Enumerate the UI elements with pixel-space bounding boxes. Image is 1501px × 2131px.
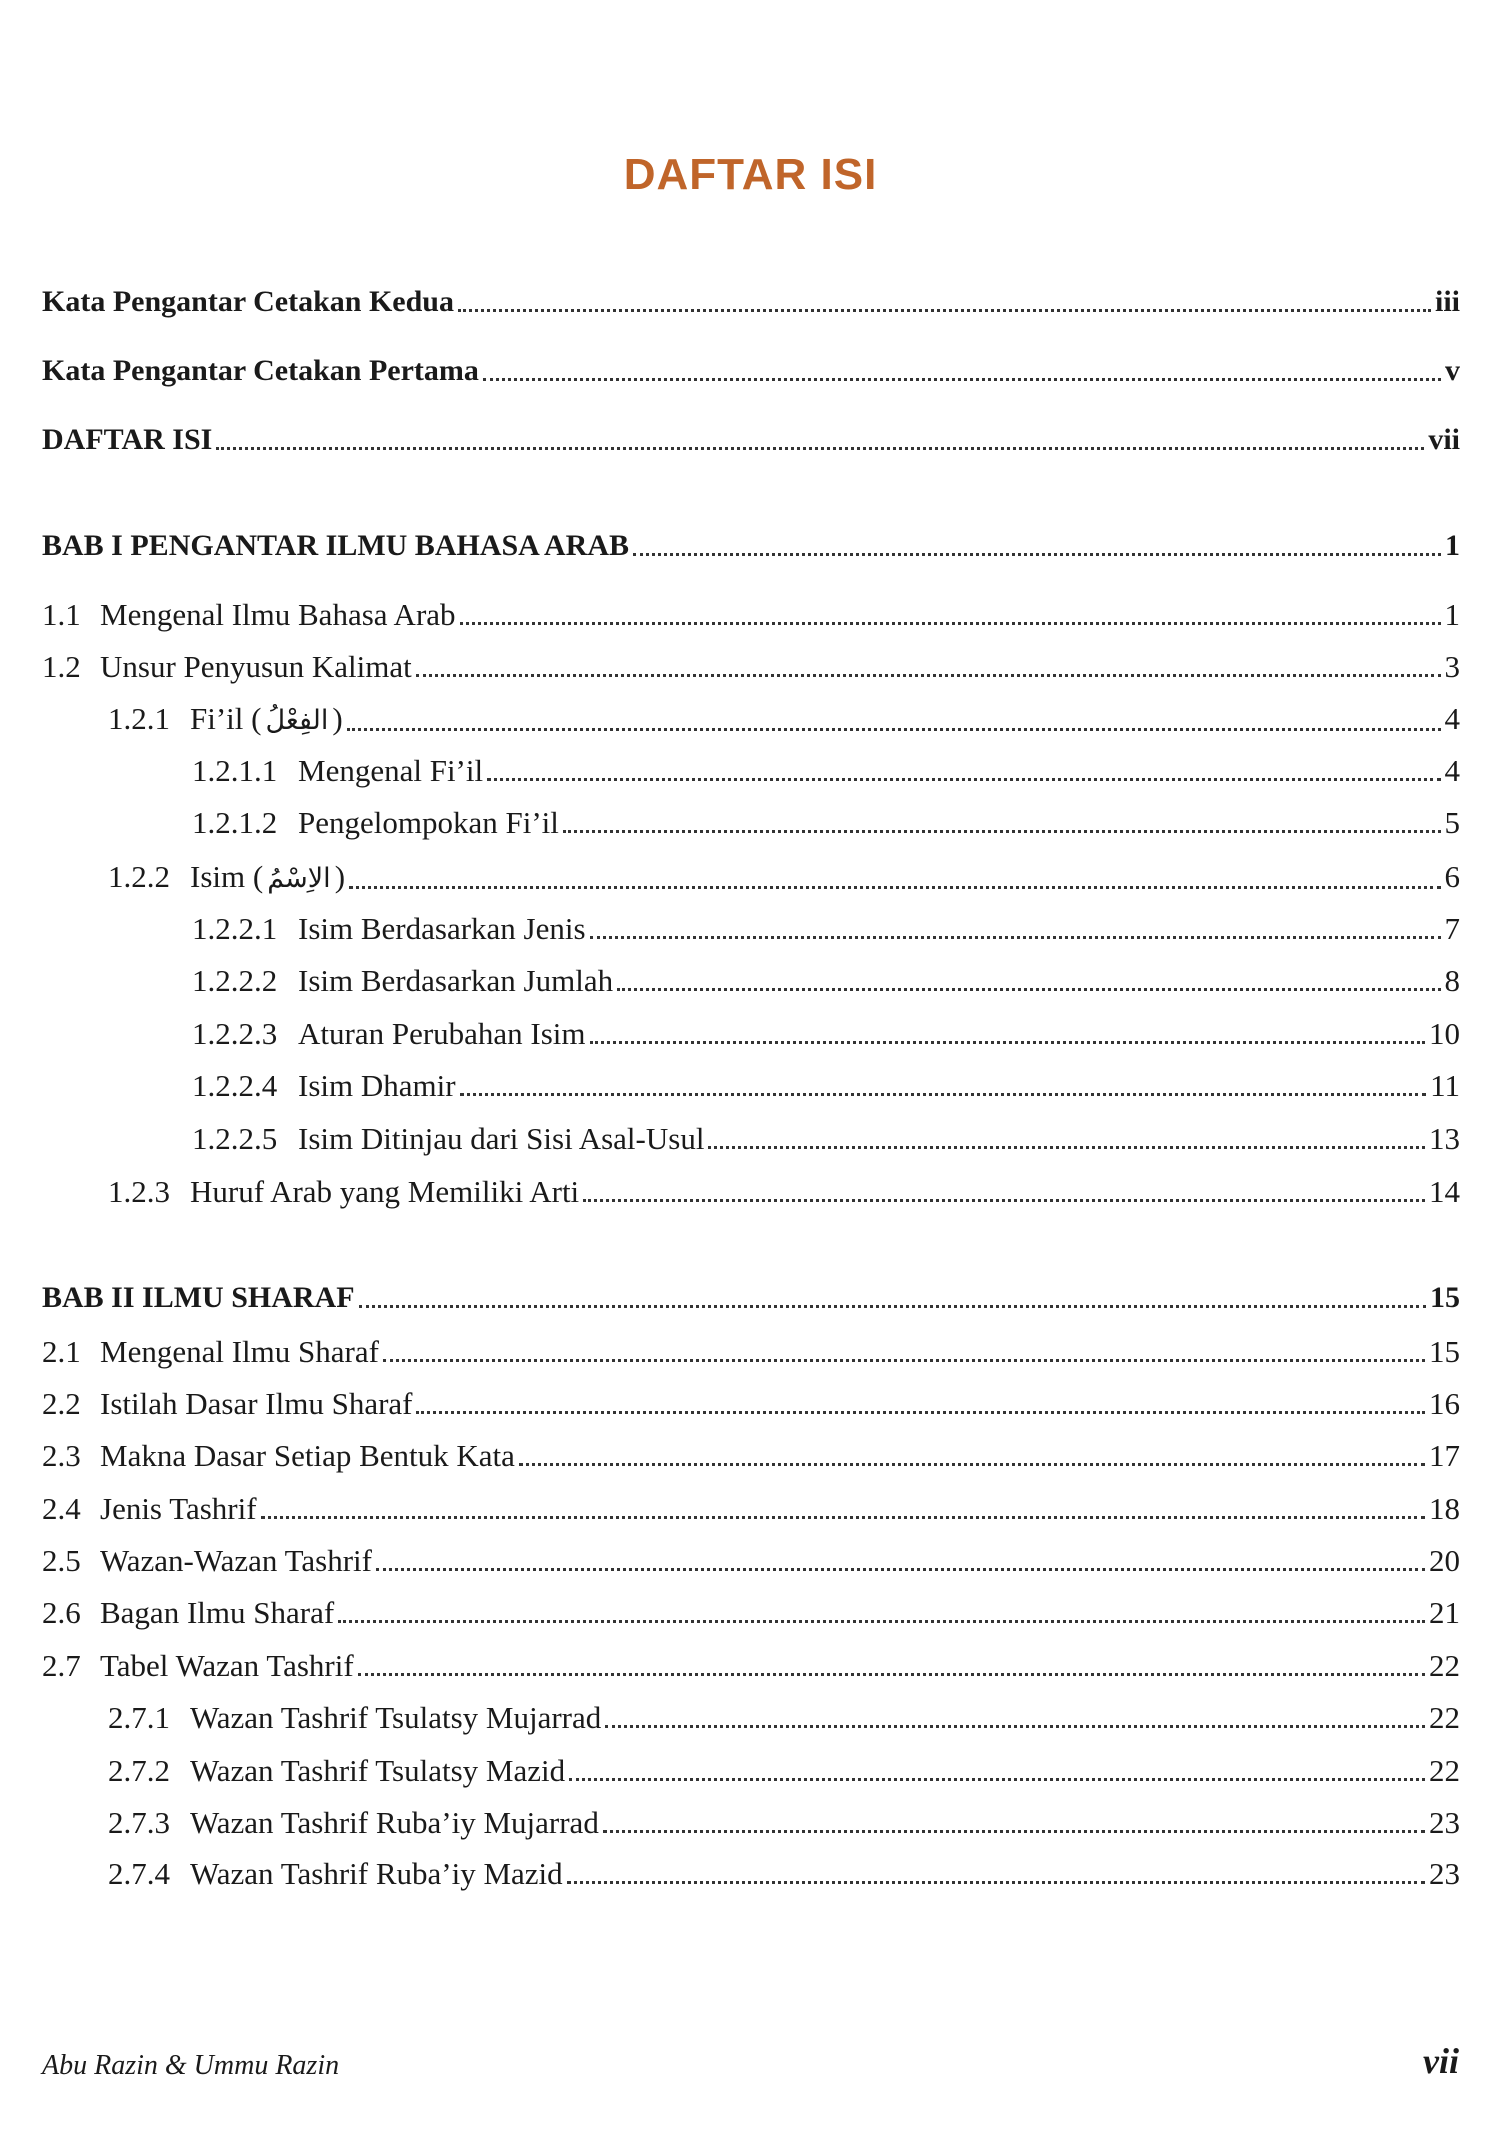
toc-entry-label: Wazan Tashrif Ruba’iy Mazid [190, 1856, 563, 1891]
toc-entry-number: 1.2.1 [108, 701, 170, 736]
dot-leader [563, 830, 1441, 833]
toc-entry-label: Mengenal Ilmu Sharaf [100, 1334, 379, 1369]
dot-leader [261, 1516, 1425, 1519]
dot-leader [458, 309, 1431, 312]
toc-entry-number: 1.2 [42, 649, 81, 684]
dot-leader [708, 1146, 1425, 1149]
toc-entry-label: Wazan-Wazan Tashrif [100, 1543, 372, 1578]
dot-leader [590, 936, 1441, 939]
toc-entry-number: 1.2.1.1 [192, 753, 278, 788]
toc-entry-number: 2.7.3 [108, 1805, 170, 1840]
toc-chapter-entry [42, 527, 1460, 565]
dot-leader [567, 1881, 1425, 1884]
toc-entry-number: 1.2.2.3 [192, 1016, 278, 1051]
toc-entry-label: Isim Berdasarkan Jenis [298, 911, 586, 946]
toc-entry-page-number: 23 [1429, 1856, 1460, 1891]
toc-entry-label: Unsur Penyusun Kalimat [100, 649, 412, 684]
dot-leader [347, 728, 1441, 731]
dot-leader [216, 447, 1424, 450]
toc-entry-number: 2.3 [42, 1438, 81, 1473]
toc-entry-page-number: 17 [1429, 1438, 1460, 1473]
toc-entry [108, 1173, 1460, 1211]
toc-entry [42, 1542, 1460, 1580]
dot-leader [633, 553, 1441, 556]
toc-entry [42, 352, 1460, 390]
toc-entry-label-suffix: ) [332, 701, 343, 736]
toc-entry-page-number: 16 [1429, 1386, 1460, 1421]
toc-entry-label: Pengelompokan Fi’il [298, 805, 559, 840]
toc-entry-label: Mengenal Fi’il [298, 753, 484, 788]
toc-entry-page-number: 1 [1444, 597, 1460, 632]
toc-entry-number: 1.2.2.1 [192, 911, 278, 946]
toc-entry-page-number: 15 [1429, 1334, 1460, 1369]
toc-entry [42, 1437, 1460, 1475]
dot-leader [349, 886, 1440, 889]
toc-entry [42, 1490, 1460, 1528]
toc-entry-page-number: v [1445, 354, 1460, 387]
toc-entry [42, 1385, 1460, 1423]
toc-entry-label: Jenis Tashrif [100, 1491, 257, 1526]
dot-leader [483, 378, 1441, 381]
dot-leader [358, 1673, 1425, 1676]
toc-entry-page-number: 1 [1445, 529, 1460, 562]
toc-entry [192, 1120, 1460, 1158]
dot-leader [359, 1305, 1426, 1308]
toc-entry-page-number: 23 [1429, 1805, 1460, 1840]
dot-leader [519, 1463, 1425, 1466]
toc-entry [42, 648, 1460, 686]
toc-entry-number: 2.7 [42, 1648, 81, 1683]
toc-entry-label: BAB II ILMU SHARAF [42, 1281, 355, 1314]
toc-entry-label: Aturan Perubahan Isim [298, 1016, 586, 1051]
toc-entry-number: 2.5 [42, 1543, 81, 1578]
toc-entry-label: Isim Dhamir [298, 1068, 456, 1103]
toc-entry [108, 700, 1460, 740]
toc-entry-label: Isim Berdasarkan Jumlah [298, 963, 614, 998]
toc-entry-label: Isim Ditinjau dari Sisi Asal-Usul [298, 1121, 705, 1156]
dot-leader [460, 1093, 1427, 1096]
toc-entry-label: Makna Dasar Setiap Bentuk Kata [100, 1438, 515, 1473]
toc-entry [42, 596, 1460, 634]
dot-leader [383, 1359, 1425, 1362]
toc-entry-number: 1.2.1.2 [192, 805, 278, 840]
toc-entry [192, 804, 1460, 842]
toc-entry-label: BAB I PENGANTAR ILMU BAHASA ARAB [42, 529, 630, 562]
dot-leader [590, 1041, 1425, 1044]
toc-entry-label: Fi’il ( [190, 701, 262, 736]
dot-leader [487, 778, 1440, 781]
toc-entry-label: DAFTAR ISI [42, 423, 213, 456]
table-of-contents [42, 0, 1460, 2131]
dot-leader [603, 1830, 1425, 1833]
dot-leader [605, 1725, 1425, 1728]
toc-entry [108, 1855, 1460, 1893]
toc-entry-label: Istilah Dasar Ilmu Sharaf [100, 1386, 413, 1421]
toc-entry-label: Tabel Wazan Tashrif [100, 1648, 354, 1683]
dot-leader [617, 988, 1440, 991]
toc-entry-page-number: 8 [1444, 963, 1460, 998]
toc-entry-page-number: 22 [1429, 1648, 1460, 1683]
toc-entry-page-number: 15 [1430, 1281, 1460, 1314]
toc-entry-page-number: 11 [1430, 1068, 1460, 1103]
toc-entry-page-number: 18 [1429, 1491, 1460, 1526]
toc-entry [192, 1067, 1460, 1105]
toc-entry-number: 2.7.2 [108, 1753, 170, 1788]
dot-leader [338, 1620, 1425, 1623]
toc-entry-page-number: 22 [1429, 1700, 1460, 1735]
toc-entry-label: Isim ( [190, 859, 264, 894]
toc-entry-arabic-term: الفِعْلُ [265, 705, 329, 736]
toc-entry-number: 2.4 [42, 1491, 81, 1526]
toc-entry-number: 1.2.2.5 [192, 1121, 278, 1156]
toc-entry-page-number: 4 [1444, 753, 1460, 788]
toc-entry-page-number: 4 [1444, 701, 1460, 736]
toc-entry-label: Huruf Arab yang Memiliki Arti [190, 1174, 580, 1209]
toc-entry-number: 2.7.4 [108, 1856, 170, 1891]
toc-entry-number: 1.1 [42, 597, 81, 632]
toc-entry-label: Wazan Tashrif Ruba’iy Mujarrad [190, 1805, 599, 1840]
toc-entry-number: 1.2.2.4 [192, 1068, 278, 1103]
toc-entry-page-number: 6 [1444, 859, 1460, 894]
dot-leader [569, 1778, 1425, 1781]
toc-entry-page-number: 13 [1429, 1121, 1460, 1156]
page-title: DAFTAR ISI [623, 150, 878, 199]
toc-entry [108, 1699, 1460, 1737]
dot-leader [376, 1568, 1425, 1571]
toc-entry-number: 1.2.3 [108, 1174, 170, 1209]
toc-entry [192, 752, 1460, 790]
footer-page-number: vii [1423, 2041, 1459, 2081]
toc-entry-arabic-term: الاِسْمُ [267, 863, 331, 894]
toc-entry-number: 2.2 [42, 1386, 81, 1421]
toc-entry-number: 2.7.1 [108, 1700, 170, 1735]
dot-leader [416, 674, 1441, 677]
toc-entry [192, 910, 1460, 948]
toc-entry-page-number: iii [1434, 285, 1460, 318]
dot-leader [460, 622, 1441, 625]
toc-entry [42, 1594, 1460, 1632]
toc-entry [42, 421, 1460, 459]
toc-entry [108, 1752, 1460, 1790]
toc-entry-number: 1.2.2 [108, 859, 170, 894]
toc-entry-label: Kata Pengantar Cetakan Kedua [42, 285, 454, 318]
toc-entry-label-suffix: ) [334, 859, 346, 894]
toc-entry-page-number: 3 [1444, 649, 1460, 684]
toc-entry [42, 1333, 1460, 1371]
toc-entry-page-number: 20 [1429, 1543, 1460, 1578]
toc-entry-page-number: 7 [1444, 911, 1460, 946]
toc-entry [42, 283, 1460, 321]
toc-entry-label: Wazan Tashrif Tsulatsy Mazid [190, 1753, 566, 1788]
toc-entry-page-number: 14 [1429, 1174, 1460, 1209]
toc-entry-page-number: 5 [1444, 805, 1460, 840]
footer-author: Abu Razin & Ummu Razin [42, 2050, 340, 2081]
toc-chapter-entry [42, 1279, 1460, 1317]
toc-entry-number: 2.6 [42, 1595, 81, 1630]
toc-entry-label: Mengenal Ilmu Bahasa Arab [100, 597, 456, 632]
toc-entry-number: 2.1 [42, 1334, 81, 1369]
toc-entry-number: 1.2.2.2 [192, 963, 278, 998]
toc-entry [108, 858, 1460, 898]
toc-entry-page-number: 10 [1429, 1016, 1460, 1051]
toc-entry-label: Bagan Ilmu Sharaf [100, 1595, 335, 1630]
toc-entry-label: Kata Pengantar Cetakan Pertama [42, 354, 479, 387]
toc-entry-page-number: vii [1428, 423, 1460, 456]
toc-entry [192, 1015, 1460, 1053]
dot-leader [583, 1199, 1425, 1202]
toc-entry-page-number: 22 [1429, 1753, 1460, 1788]
dot-leader [416, 1411, 1425, 1414]
toc-entry [42, 1647, 1460, 1685]
toc-entry [108, 1804, 1460, 1842]
toc-entry [192, 962, 1460, 1000]
toc-entry-page-number: 21 [1429, 1595, 1460, 1630]
toc-entry-label: Wazan Tashrif Tsulatsy Mujarrad [190, 1700, 602, 1735]
